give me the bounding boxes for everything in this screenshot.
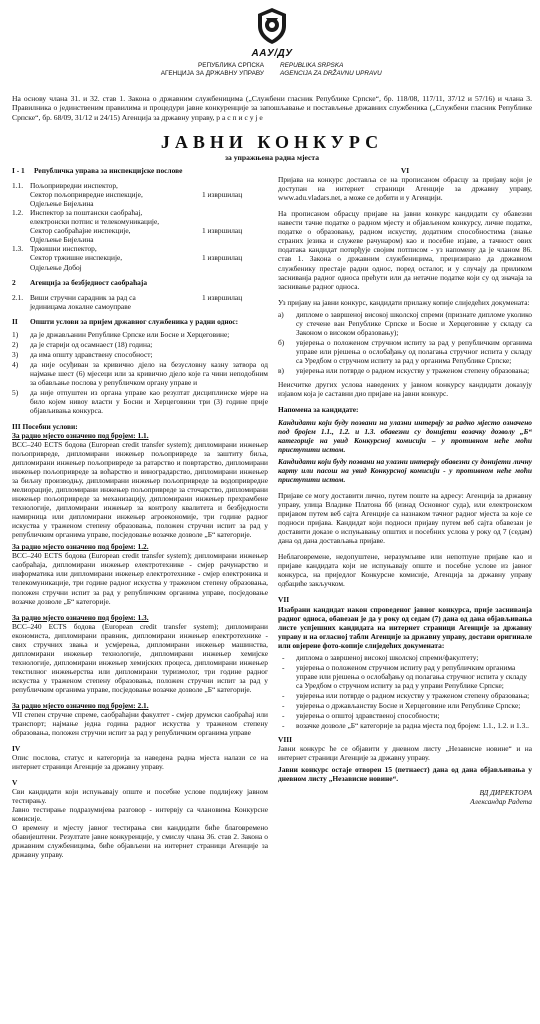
- header-right-line-1: REPUBLIKA SRPSKA: [280, 62, 344, 70]
- section-1-number: I - 1: [12, 166, 25, 176]
- position-executors: 1 извршилац: [202, 253, 243, 263]
- item-text: увјерења о држављанству Босне и Херцеговине или Републике Српске;: [296, 700, 521, 710]
- item-text: да је старији од осамнаест (18) година;: [30, 339, 153, 349]
- required-documents-list: [278, 310, 532, 375]
- position-1-3-requirements-heading: За радно мјесто означено под бројем: 1.3.: [12, 612, 149, 622]
- signature-block: [278, 789, 532, 807]
- coat-of-arms-icon: [252, 6, 292, 46]
- position-1-2: [12, 208, 268, 244]
- section-1-title: Републичка управа за инспекцијске послове: [34, 166, 183, 176]
- position-2-1-requirements-heading: За радно мјесто означено под бројем: 2.1.: [12, 700, 149, 710]
- position-line: Сектор тржишне инспекције,: [30, 253, 123, 263]
- position-1-3-requirements: BCC–240 ECTS бодова (European credit transfer system); дипломирани економиста, дипломирани правник, дипломирани инжењер електротехнике - свих стручних звања и усмјерења, дипломирани инжењер машинства, дипломирани инжењер технологије, дипломирани инжењер хемијске технологије, дипломирани инжењер хемијских процеса, дипломирани инжењер текстилног инжењерства или дипломирани туризмолог, три године радног искуства у траженом степену образовања, положен стручни испит за рад у републичким органима управе, посједовање возачке дозволе „Б“ категорије.: [12, 621, 268, 694]
- item-text: увјерења или потврде о радном искуству у траженом степену образовања;: [296, 365, 530, 375]
- content-columns: [12, 166, 532, 859]
- section-vii-paragraph: Изабрани кандидат након спроведеног јавног конкурса, прије засниванја радног односа, обавезан је да у року од седам (7) дана од дана објављивања листе успјешних кандидата на интернет страници Агенције за државну управу и на огласној табли Агенције за државну управу, достави оригинале или овјерене фото-копије слиједећих докумената:: [278, 604, 532, 650]
- section-v-text-2: Јавно тестирање подразумијева разговор - интервју са члановима Конкурсне комисије.: [12, 805, 268, 824]
- position-number: 1.2.: [12, 208, 24, 218]
- item-text: увјерења о положеном стручном испиту рад у републичким органима управе или рјешења о ослобађању од полагања стручног испита у складу са Уредбом о стручном испиту за рад у управи Републике Српске;: [296, 662, 527, 690]
- note-title: Напомена за кандидате:: [278, 404, 359, 414]
- item-text: возачке дозволе „Б“ категорије за радна мјеста под бројем: 1.1., 1.2. и 1.3..: [296, 720, 529, 730]
- document-header: [12, 6, 532, 88]
- list-item: [278, 310, 532, 337]
- section-v-text-3: О времену и мјесту јавног тестирања сви кандидати биће благовремено обавијештени. Резултате јавне конкуренције, у смислу члана 36. став 2. Закона о државним службеницима, биће објављени на интернет страници Агенције за државну управу.: [12, 823, 268, 860]
- note-paragraph-1: Кандидати који буду позвани на улазни интервју за радно мјесто означено под бројем 1.1., 1.2. и 1.3. обавезни су донијети возачку дозволу „Б“ категорије на увид Конкурсној комисији – у противном неће моћи приступити истом.: [278, 417, 532, 455]
- left-column: [12, 166, 268, 859]
- item-text: да није осуђиван за кривично дјело на безусловну казну затвора од најмање шест (6) мјесеци или за кривично дјело које га чини неподобним за обављање послова у републичком органу управе и: [30, 359, 268, 387]
- position-lines: [30, 181, 202, 208]
- position-lines: [30, 293, 202, 311]
- position-line: јединицама локалне самоуправе: [30, 301, 131, 311]
- section-vii-number: VII: [278, 595, 290, 605]
- item-text: увјерења или потврде о радном искуству у траженом степену образовања;: [296, 690, 530, 700]
- item-number: а): [278, 309, 284, 319]
- position-line: Сектор саобраћајне инспекције,: [30, 226, 131, 236]
- item-text: диплома о завршеној високој школској спреми/факултету;: [296, 652, 479, 662]
- header-names: [12, 62, 532, 77]
- item-number: 1): [12, 329, 19, 339]
- right-column: [278, 166, 532, 859]
- position-1-2-requirements: BCC–240 ECTS бодова (European credit transfer system); дипломирани инжењер саобраћаја, дипломирани инжењер електротехнике - смјер рачунарство и информатика или дипломирани инжењер електротехнике - смјер електроника и телекомуникације, три године радног искуства у траженом степену образовања, положен стручни испит за рад у републичким органима управе, посједовање возачке дозволе „Б“ категорије.: [12, 551, 268, 606]
- section-2-heading: [12, 278, 268, 287]
- position-line: електронски потпис и телекомуникације,: [30, 217, 160, 227]
- section-iv-number: IV: [12, 743, 21, 753]
- section-2-number: 2: [12, 277, 16, 287]
- position-1-2-requirements-heading: За радно мјесто означено под бројем: 1.2.: [12, 542, 149, 552]
- list-item: - диплома о завршеној високој школској спреми/факултету;: [282, 653, 532, 662]
- document-title: ЈАВНИ КОНКУРС: [160, 132, 384, 152]
- position-1-1-requirements-heading: За радно мјесто означено под бројем: 1.1.: [12, 430, 149, 440]
- position-lines: [30, 208, 202, 244]
- section-iii-title: III Посебни услови:: [12, 421, 78, 431]
- list-item: [12, 330, 268, 339]
- note-paragraph-3: Пријаве се могу доставити лично, путем поште на адресу: Агенција за државну управу, улица Владике Платона бб (изнад Основног суда), или електронском пријавом путем веб сајта Агенције са назнаком тачног радног мјеста за које се подноси пријава. Кандидат који подноси пријаву путем веб сајта обавезан је доставити доказе о испуњавању општих и посебних услова у року од 7 (седам) дана од дана достављања пријаве.: [278, 491, 532, 546]
- section-1-heading: [12, 166, 268, 175]
- position-number: 1.1.: [12, 181, 24, 191]
- position-1-3: [12, 244, 268, 271]
- position-executors: 1 извршилац: [202, 226, 243, 236]
- header-left-line-2: АГЕНЦИЈА ЗА ДРЖАВНУ УПРАВУ: [160, 69, 264, 77]
- list-item: [12, 388, 268, 415]
- list-item: [12, 360, 268, 387]
- position-line: Виши стручни сарадник за рад са: [30, 292, 136, 302]
- section-vi-paragraph-3: Уз пријаву на јавни конкурс, кандидати прилажу копије слиједећих докумената:: [278, 297, 530, 307]
- section-iv-text: Опис послова, статус и категорија за наведена радна мјеста налази се на интернет страници Агенције за државну управу.: [12, 753, 268, 772]
- position-line: Одјељење Бијељина: [30, 199, 94, 209]
- position-number: 1.3.: [12, 244, 24, 254]
- list-item: - увјерења о положеном стручном испиту рад у републичким органима управе или рјешења о ослобађању од полагања стручног испита у складу са Уредбом о стручном испиту за рад у управи Републике Српске;: [282, 663, 532, 690]
- list-item: [278, 338, 532, 365]
- section-vi-paragraph-2: На прописаном обрасцу пријаве на јавни конкурс кандидати су обавезни навести тачне податке о радном мјесту и објављеном конкурсу, личне податке, податке о образовању, радном искуству, додатним способностима (знање страних језика и служеве рачунаром) као и посебне изјаве, а тачност ових података кандидат потврђује својим потписом - уз напомену да је чланом 86. став 1. Закона о државним службеницима, прецизирано да државном службенику престаје радни однос, поред осталог, и у случају да приликом засниванја радног односа прећути или да нетачне податке који су од значаја за заснивање радног односа.: [278, 209, 532, 291]
- item-text: увјерења о положеном стручном испиту за рад у републичким органима управе или рјешења о ослобађању од полагања стручног испита у складу са Уредбом о стручном испиту за рад у органима Републике Српске;: [296, 337, 532, 365]
- list-item: [278, 366, 532, 375]
- position-line: Одјељење Бијељина: [30, 235, 94, 245]
- header-right-line-2: AGENCIJA ZA DRŽAVNU UPRAVU: [280, 69, 382, 77]
- section-vi-number: VI: [400, 166, 410, 176]
- position-line: Тржишни инспектор,: [30, 244, 97, 254]
- list-item: - увјерења или потврде о радном искуству у траженом степену образовања;: [282, 691, 532, 700]
- note-paragraph-4: Неблаговремене, недопуштене, неразумљиве или непотпуне пријаве као и пријаве кандидата који не испуњавају опште и посебне услове из јавног конкурса, на приједлог Конкурсне комисије, Агенција за државну управу одбациће закључком.: [278, 552, 532, 589]
- list-item: [12, 350, 268, 359]
- header-left-line-1: РЕПУБЛИКА СРПСКА: [198, 62, 264, 70]
- position-line: Пољопривредни инспектор,: [30, 181, 118, 191]
- item-number: б): [278, 337, 285, 347]
- note-paragraph-2: Кандидати који буду позвани на улазни интервју обавезни су донијети личну карту или пасош на увид Конкурсној комисији - у противном неће моћи приступити истом.: [278, 457, 532, 485]
- header-left-names: [114, 62, 264, 77]
- intro-paragraph: На основу члана 31. и 32. став 1. Закона о државним службеницима („Службени гласник Републике Српске“, бр. 118/08, 117/11, 37/12 и 57/16) и члана 3. Правилника о јединственим правилима и процедури јавне конкуренције за запошљавање и постављење државних службеника („Службени гласник Републике Српске“, бр. 68/09, 31/12 и 24/15) Агенција за државну управу, р а с п и с у ј е: [12, 94, 532, 122]
- section-vi-paragraph-4: Неисчитке других услова наведених у јавном конкурсу кандидати доказују изјавом која је саставни дио пријаве на јавни конкурс.: [278, 379, 532, 398]
- final-documents-list: [278, 653, 532, 730]
- signature-title: ВД ДИРЕКТОРА: [479, 788, 532, 798]
- section-v-text-1: Сви кандидати који испуњавају опште и посебне услове подлијежу јавном тестирању.: [12, 787, 268, 806]
- position-1-1-requirements: BCC–240 ECTS бодова (European credit transfer system); дипломирани инжењер пољопривреде, дипломирани инжењер пољопривреде за заштиту биља, дипломирани инжењер пољопривреде за ратарство и повртарство, дипломирани инжењер пољопривреде за воћарство и виноградарство, дипломирани инжењер за биљну производњу, дипломирани инжењер пољопривреде за водопривредне мелиорације, дипломирани инжењер пољопривреде за сточарство, дипломирани инжењер пољопривреде за механизацију, дипломирани инжењер прехрамбене технологије, дипломирани инжењер за контролу квалитета и безбједности намирница или дипломирани инжењер агроекономије, три године радног искуства у траженом степену образовања, положен стручни испит за рад у републичким органима управе, посједовање возачке дозволе „Б“ категорије.: [12, 440, 268, 540]
- position-line: Одјељење Добој: [30, 262, 82, 272]
- document-subtitle: за упражњена радна мјеста: [224, 152, 320, 162]
- header-right-names: [280, 62, 430, 77]
- item-text: да је држављанин Републике Српске или Босне и Херцеговине;: [30, 329, 230, 339]
- position-2-1: [12, 293, 268, 311]
- position-2-1-requirements: VII степен стручне спреме, саобраћајни факултет - смјер друмски саобраћај или транспорт; најмање једна година радног искуства у траженом степену образовања, положен стручни испит за рад у републичким органима управе: [12, 709, 268, 737]
- agency-logo: AAУ/ДУ: [251, 48, 293, 59]
- item-text: дипломе о завршеној високој школској спреми (признате дипломе уколико су стечене ван Републике Српске и Босне и Херцеговине у складу са Законом о високом образовању);: [296, 309, 532, 337]
- section-2-title: Агенција за безбједност саобраћаја: [30, 277, 148, 287]
- item-text: да није отпуштен из органа управе као резултат дисциплинске мјере на било којем нивоу власти у Босни и Херцеговини три (3) године прије објављивања конкурса.: [30, 387, 268, 415]
- item-number: 2): [12, 339, 19, 349]
- section-ii-number: II: [12, 316, 18, 326]
- position-executors: 1 извршилац: [202, 190, 243, 200]
- section-ii-heading: [12, 317, 268, 326]
- list-item: [12, 340, 268, 349]
- list-item: - возачке дозволе „Б“ категорије за радна мјеста под бројем: 1.1., 1.2. и 1.3..: [282, 721, 532, 730]
- position-line: Инспектор за поштански саобраћај,: [30, 208, 143, 218]
- position-executors: 1 извршилац: [202, 292, 243, 302]
- position-lines: [30, 244, 202, 271]
- list-item: - увјерења о држављанству Босне и Херцеговине или Републике Српске;: [282, 701, 532, 710]
- position-1-1: [12, 181, 268, 208]
- item-number: 3): [12, 349, 19, 359]
- item-text: да има општу здравствену способност;: [30, 349, 153, 359]
- item-number: 5): [12, 387, 19, 397]
- position-number: 2.1.: [12, 292, 24, 302]
- section-v-number: V: [12, 778, 18, 788]
- position-line: Сектор пољопривредне инспекције,: [30, 190, 143, 200]
- item-text: увјерења о општој здравственој способности;: [296, 710, 440, 720]
- section-ii-title: Општи услови за пријем државног службеника у радни однос:: [30, 316, 239, 326]
- section-viii-number: VIII: [278, 734, 292, 744]
- section-viii-paragraph-1: Јавни конкурс ће се објавити у дневном листу „Независне новине“ и на интернет страници Агенције за државну управу.: [278, 743, 532, 762]
- section-viii-paragraph-2: Јавни конкурс остаје отворен 15 (петнаест) дана од дана објављивања у дневном листу „Независне новине“.: [278, 765, 532, 784]
- item-number: 4): [12, 359, 19, 369]
- signature-name: Александар Радета: [470, 796, 532, 806]
- list-item: - увјерења о општој здравственој способности;: [282, 711, 532, 720]
- section-vi-paragraph-1: Пријава на конкурс доставља се на прописаном обрасцу за пријаву који је доступан на интернет страници Агенције за државну управу, www.adu.vladars.net, а може се добити и у Агенцији.: [278, 175, 532, 203]
- item-number: в): [278, 365, 284, 375]
- general-conditions-list: [12, 330, 268, 415]
